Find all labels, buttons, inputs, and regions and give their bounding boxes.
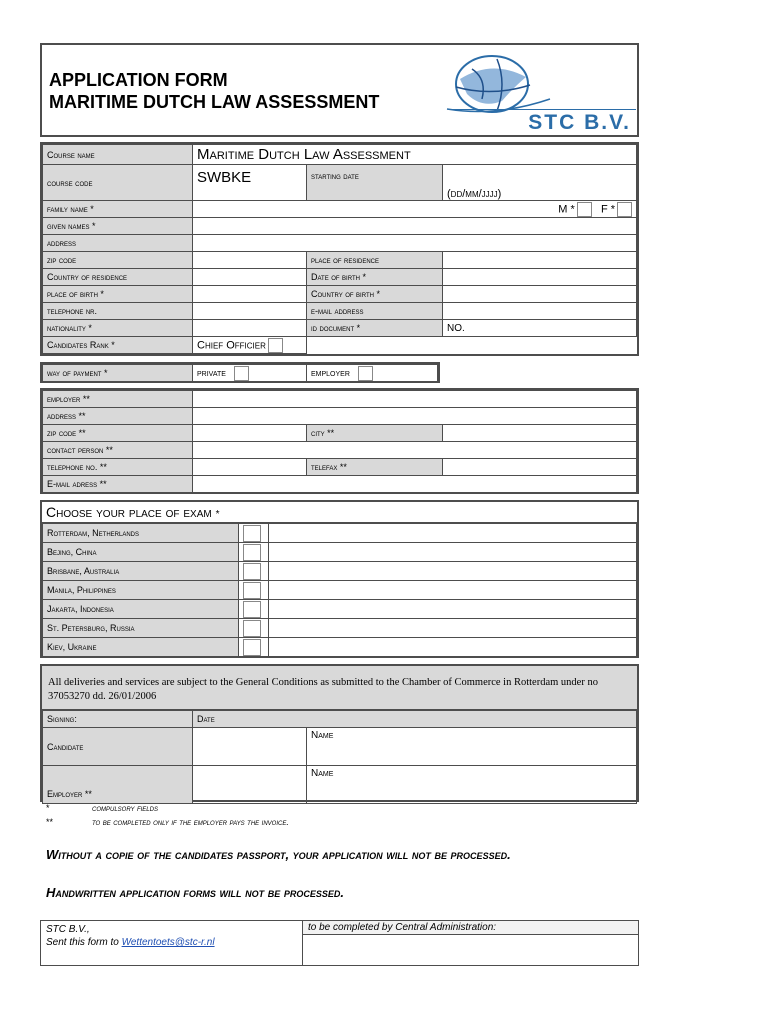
exam-place-row: [43, 619, 637, 638]
date-label: Date: [193, 711, 637, 728]
terms-text: All deliveries and services are subject to the General Conditions as submitted to the Chamber of Commerce in Rotterdam under no 37053270 dd. 26/01/2006: [42, 666, 637, 710]
payment-private-checkbox[interactable]: [234, 366, 249, 381]
footer-left: [41, 921, 303, 965]
form-title: [49, 69, 379, 113]
exam-place-notes-field[interactable]: [269, 600, 637, 619]
exam-place-table: [42, 523, 637, 657]
footer-admin-field[interactable]: [303, 935, 638, 965]
exam-place-row: [43, 524, 637, 543]
place-of-residence-field[interactable]: [443, 252, 637, 269]
country-of-residence-label: Country of residence: [43, 269, 193, 286]
employer-email-label: E-mail adress **: [43, 476, 193, 493]
footnote-text-1: compulsory fields: [92, 803, 158, 813]
employer-telephone-label: telephone no. **: [43, 459, 193, 476]
employer-label: employer **: [43, 391, 193, 408]
exam-place-checkbox[interactable]: [239, 543, 269, 562]
exam-place-label: Rotterdam, Netherlands: [43, 524, 239, 543]
telephone-label: telephone nr.: [43, 303, 193, 320]
exam-place-checkbox-box[interactable]: [243, 525, 261, 542]
exam-place-checkbox-box[interactable]: [243, 563, 261, 580]
given-names-field[interactable]: [193, 218, 637, 235]
exam-place-label: Kiev, Ukraine: [43, 638, 239, 657]
personal-details-table: [42, 144, 637, 354]
address-label: address: [43, 235, 193, 252]
family-name-label: family name *: [43, 201, 193, 218]
footer-box: [40, 920, 639, 966]
country-of-birth-label: Country of birth *: [307, 286, 443, 303]
employer-date-field[interactable]: [193, 766, 307, 804]
exam-place-section: [40, 500, 639, 658]
passport-warning: Without a copie of the candidates passport, your application will not be processed.: [46, 847, 511, 862]
place-of-residence-label: place of residence: [307, 252, 443, 269]
contact-person-label: contact person **: [43, 442, 193, 459]
payment-table: [42, 364, 438, 382]
employer-address-field[interactable]: [193, 408, 637, 425]
title-line-2: MARITIME DUTCH LAW ASSESSMENT: [49, 92, 380, 112]
employer-table: [42, 390, 637, 493]
zip-code-field[interactable]: [193, 252, 307, 269]
exam-place-checkbox[interactable]: [239, 638, 269, 657]
place-of-birth-field[interactable]: [193, 286, 307, 303]
course-name-value[interactable]: Maritime Dutch Law Assessment: [193, 145, 637, 165]
exam-place-row: [43, 638, 637, 657]
family-name-field[interactable]: [193, 201, 637, 218]
footnote-star-2: **: [46, 817, 54, 827]
exam-place-notes-field[interactable]: [269, 543, 637, 562]
candidate-sign-label: Candidate: [43, 728, 193, 766]
exam-place-label: Brisbane, Australia: [43, 562, 239, 581]
footer-company: STC B.V.,: [46, 924, 90, 935]
country-of-birth-field[interactable]: [443, 286, 637, 303]
course-name-label: Course name: [43, 145, 193, 165]
address-field[interactable]: [193, 235, 637, 252]
id-document-field[interactable]: [443, 320, 637, 337]
place-of-birth-label: place of birth *: [43, 286, 193, 303]
payment-section: [40, 362, 440, 383]
candidates-rank-checkbox[interactable]: [268, 338, 283, 353]
exam-place-label: St. Petersburg, Russia: [43, 619, 239, 638]
employer-telephone-field[interactable]: [193, 459, 307, 476]
nationality-field[interactable]: [193, 320, 307, 337]
employer-zip-field[interactable]: [193, 425, 307, 442]
zip-code-label: zip code: [43, 252, 193, 269]
exam-place-row: [43, 581, 637, 600]
employer-section: [40, 388, 639, 494]
exam-place-checkbox-box[interactable]: [243, 639, 261, 656]
way-of-payment-label: way of payment *: [43, 365, 193, 382]
email-label: e-mail address: [307, 303, 443, 320]
payment-employer-option[interactable]: employer: [307, 365, 438, 382]
telefax-field[interactable]: [443, 459, 637, 476]
employer-address-label: address **: [43, 408, 193, 425]
given-names-label: given names *: [43, 218, 193, 235]
exam-place-checkbox-box[interactable]: [243, 582, 261, 599]
exam-place-checkbox-box[interactable]: [243, 601, 261, 618]
employer-zip-label: zip code **: [43, 425, 193, 442]
sex-m-checkbox[interactable]: [577, 202, 592, 217]
terms-section: [40, 664, 639, 802]
footnote-star-1: *: [46, 803, 50, 813]
exam-place-notes-field[interactable]: [269, 638, 637, 657]
title-line-1: APPLICATION FORM: [49, 70, 228, 90]
employer-city-label: city **: [307, 425, 443, 442]
payment-private-option[interactable]: private: [193, 365, 307, 382]
exam-place-notes-field[interactable]: [269, 562, 637, 581]
handwritten-warning: Handwritten application forms will not be processed.: [46, 885, 344, 900]
exam-place-checkbox[interactable]: [239, 619, 269, 638]
telephone-field[interactable]: [193, 303, 307, 320]
signing-table: [42, 710, 637, 804]
employer-sign-label: Employer **: [43, 766, 193, 804]
exam-place-checkbox[interactable]: [239, 600, 269, 619]
email-field[interactable]: [443, 303, 637, 320]
exam-place-checkbox-box[interactable]: [243, 544, 261, 561]
exam-place-title: Choose your place of exam *: [42, 502, 637, 523]
candidate-date-field[interactable]: [193, 728, 307, 766]
employer-name-field[interactable]: Name: [307, 766, 637, 804]
exam-place-checkbox-box[interactable]: [243, 620, 261, 637]
sex-f-checkbox[interactable]: [617, 202, 632, 217]
payment-employer-checkbox[interactable]: [358, 366, 373, 381]
employer-field[interactable]: [193, 391, 637, 408]
date-of-birth-label: Date of birth *: [307, 269, 443, 286]
personal-details-section: [40, 142, 639, 356]
sex-f-label: F *: [600, 202, 615, 215]
footer-admin-label: to be completed by Central Administration:: [303, 921, 638, 935]
employer-city-field[interactable]: [443, 425, 637, 442]
exam-place-checkbox[interactable]: [239, 524, 269, 543]
exam-place-checkbox[interactable]: [239, 562, 269, 581]
candidates-rank-option[interactable]: Chief Officier: [193, 337, 307, 354]
candidate-name-field[interactable]: Name: [307, 728, 637, 766]
footnote-1: [46, 803, 158, 813]
footer-email-link[interactable]: Wettentoets@stc-r.nl: [121, 937, 215, 948]
exam-place-notes-field[interactable]: [269, 581, 637, 600]
course-code-label: course code: [43, 165, 193, 201]
starting-date-label: starting date: [307, 165, 443, 201]
exam-place-row: [43, 562, 637, 581]
nationality-label: nationality *: [43, 320, 193, 337]
course-code-value[interactable]: SWBKE: [193, 165, 307, 201]
telefax-label: telefax **: [307, 459, 443, 476]
exam-place-label: Bejing, China: [43, 543, 239, 562]
country-of-residence-field[interactable]: [193, 269, 307, 286]
header-box: [40, 43, 639, 137]
company-logo-text: STC B.V.: [528, 111, 631, 134]
empty-cell: [307, 337, 637, 354]
footnote-2: [46, 817, 289, 827]
exam-place-row: [43, 543, 637, 562]
sex-m-label: M *: [558, 202, 575, 215]
contact-person-field[interactable]: [193, 442, 637, 459]
footer-sent-to: Sent this form to Wettentoets@stc-r.nl: [46, 937, 215, 948]
employer-email-field[interactable]: [193, 476, 637, 493]
starting-date-field[interactable]: (dd/mm/jjjj): [443, 165, 637, 201]
exam-place-notes-field[interactable]: [269, 619, 637, 638]
exam-place-row: [43, 600, 637, 619]
id-document-label: id document *: [307, 320, 443, 337]
candidates-rank-label: Candidates Rank *: [43, 337, 193, 354]
exam-place-checkbox[interactable]: [239, 581, 269, 600]
exam-place-notes-field[interactable]: [269, 524, 637, 543]
id-no-label: NO.: [447, 322, 465, 334]
signing-label: Signing:: [43, 711, 193, 728]
exam-place-label: Jakarta, Indonesia: [43, 600, 239, 619]
footnote-text-2: to be completed only if the employer pays the invoice.: [92, 817, 289, 827]
date-of-birth-field[interactable]: [443, 269, 637, 286]
logo-underline: [452, 109, 636, 110]
exam-place-label: Manila, Philippines: [43, 581, 239, 600]
